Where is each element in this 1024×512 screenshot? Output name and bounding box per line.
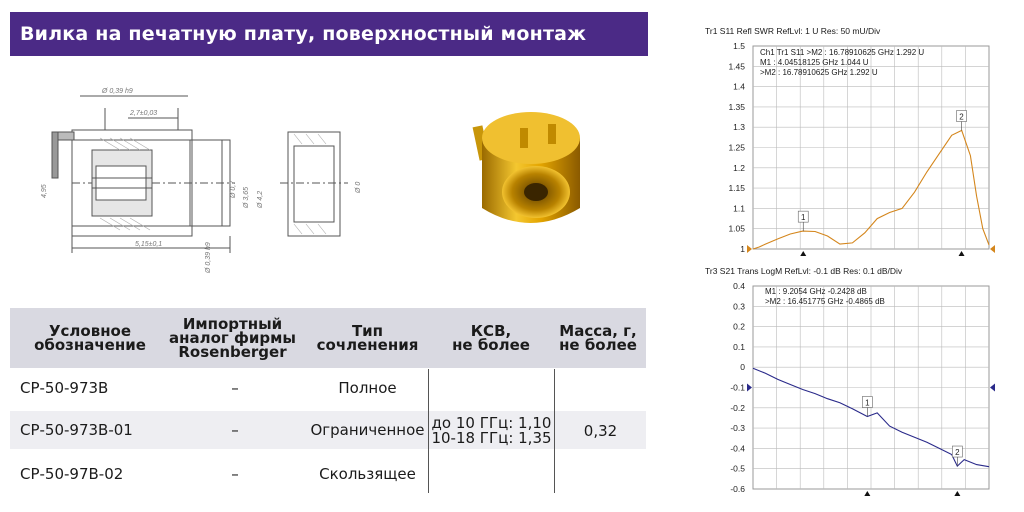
dim-label: 5,15±0,1	[135, 241, 163, 248]
dim-label: Ø 0,39 h9	[102, 88, 133, 95]
header-designation: Условное обозначение	[34, 322, 146, 354]
cell-mating-type: Полное	[338, 379, 397, 397]
y-tick-label: -0.3	[730, 423, 745, 434]
section-header	[10, 12, 648, 56]
marker-triangle	[959, 251, 965, 256]
connector-photo	[460, 88, 610, 248]
marker-label: 1	[801, 213, 806, 223]
marker-readout: Ch1 Tr1 S11 >M2 : 16.78910625 GHz 1.292 U	[760, 48, 925, 57]
swr-chart	[705, 26, 1005, 262]
reference-arrow-left	[747, 384, 752, 392]
chart-title: Tr3 S21 Trans LogM RefLvl: -0.1 dB Res: 0.1 dB/Div	[705, 266, 903, 276]
marker-label: 2	[955, 448, 960, 458]
y-tick-label: 1.5	[733, 41, 745, 51]
cell-designation: СР-50-97В-02	[20, 465, 124, 483]
reference-arrow-right	[990, 245, 995, 253]
marker-readout: >M2 : 16.451775 GHz -0.4865 dB	[765, 297, 885, 306]
marker-triangle	[954, 491, 960, 496]
y-tick-label: 1.05	[728, 223, 745, 234]
header-mating-type: Тип сочленения	[316, 322, 419, 354]
y-tick-label: 1.4	[733, 81, 745, 92]
y-tick-label: 1.25	[728, 142, 745, 153]
y-tick-label: 0.3	[733, 301, 745, 312]
y-tick-label: 0	[740, 362, 745, 373]
marker-readout: >M2 : 16.78910625 GHz 1.292 U	[760, 68, 878, 77]
cell-mass: 0,32	[583, 421, 618, 440]
y-tick-label: -0.4	[730, 443, 745, 454]
marker-triangle	[864, 491, 870, 496]
header-mass: Масса, г, не более	[559, 322, 637, 354]
cell-designation: СР-50-973В	[20, 379, 109, 397]
y-tick-label: -0.1	[730, 382, 745, 393]
section-title: Вилка на печатную плату, поверхностный монтаж	[20, 23, 587, 45]
reference-arrow-left	[747, 245, 752, 253]
y-tick-label: 1.45	[728, 61, 745, 72]
marker-triangle	[800, 251, 806, 256]
y-tick-label: 1.35	[728, 101, 745, 112]
table-header	[10, 308, 646, 368]
reference-arrow-right	[990, 384, 995, 392]
header-vswr: КСВ, не более	[452, 322, 530, 354]
y-tick-label: 0.1	[733, 341, 745, 352]
y-tick-label: 0.4	[733, 281, 745, 291]
y-tick-label: -0.5	[730, 463, 745, 474]
marker-readout: M1 : 9.2054 GHz -0.2428 dB	[765, 287, 867, 296]
cell-analog: –	[231, 465, 239, 483]
dim-label: Ø 0	[355, 181, 362, 193]
cell-mating-type: Ограниченное	[310, 421, 425, 439]
cell-analog: –	[231, 421, 239, 439]
dim-label: Ø 0,39 h9	[205, 242, 212, 273]
header-analog: Импортный аналог фирмы Rosenberger	[169, 315, 296, 361]
cell-mating-type: Скользящее	[319, 465, 416, 483]
y-tick-label: 1	[740, 244, 745, 254]
dim-label: Ø 4,2	[257, 190, 264, 208]
y-tick-label: 1.1	[733, 203, 745, 214]
y-tick-label: -0.2	[730, 402, 745, 413]
cell-analog: –	[231, 379, 239, 397]
dim-label: Ø 0,7	[230, 180, 237, 198]
marker-readout: M1 : 4.04518125 GHz 1.044 U	[760, 58, 869, 67]
technical-drawing	[30, 78, 420, 274]
y-tick-label: 1.3	[733, 122, 745, 133]
dim-label: 4,95	[41, 184, 48, 198]
connector-svg	[460, 88, 610, 248]
marker-label: 1	[865, 398, 870, 408]
marker-label: 2	[959, 112, 964, 122]
y-tick-label: 1.2	[733, 162, 745, 173]
loss-chart	[705, 266, 1005, 502]
drawing-svg	[30, 78, 420, 274]
cell-vswr: до 10 ГГц: 1,10 10-18 ГГц: 1,35	[431, 414, 552, 447]
y-tick-label: 1.15	[728, 183, 745, 194]
chart-title: Tr1 S11 Refl SWR RefLvl: 1 U Res: 50 mU/Div	[705, 26, 881, 36]
dim-label: 2,7±0,03	[130, 110, 158, 117]
y-tick-label: -0.6	[730, 484, 745, 494]
cell-designation: СР-50-973В-01	[20, 421, 133, 439]
y-tick-label: 0.2	[733, 321, 745, 332]
dim-label: Ø 3,65	[243, 186, 250, 208]
